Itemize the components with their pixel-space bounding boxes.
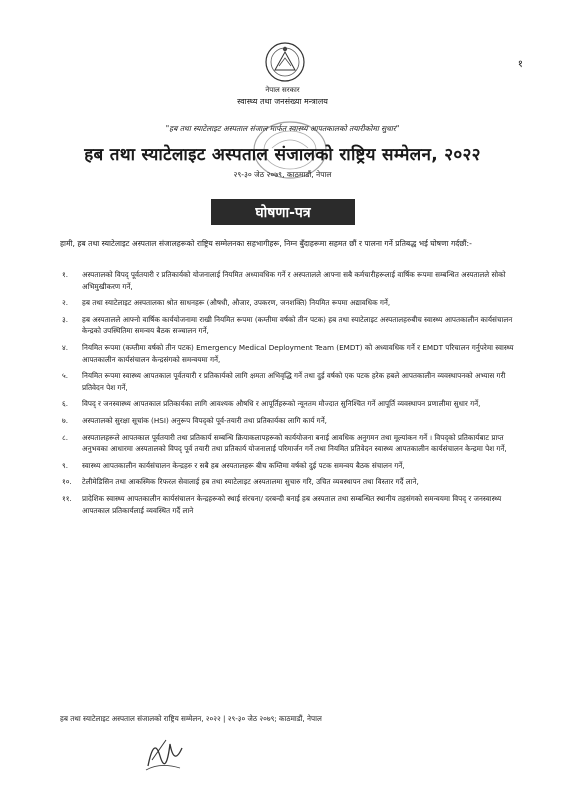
list-item-number: १०. (62, 477, 72, 487)
list-item-text: हब अस्पतालले आफ्नो वार्षिक कार्ययोजनामा राखी नियमित रूपमा (कम्तीमा वर्षको तीन पटक) हब तथा स्याटेलाइट अस्पतालहरुबीच स्वास्थ्य आपतकालीन कार्यसंचालन केन्द्रको उपस्थितिमा समन्वय बैठक सञ्चालन गर्ने, (82, 314, 513, 336)
conference-date-location: २९-३० जेठ २०७९, काठमाडौं, नेपाल (233, 170, 332, 179)
list-item-number: ७. (62, 415, 69, 425)
list-item (62, 297, 524, 309)
list-item-number: ३. (62, 314, 69, 324)
list-item-text: प्रादेशिक स्वास्थ्य आपतकालीन कार्यसंचालन केन्द्रहरूको स्थाई संरचना/ दरबन्दी बनाई हब अस्पताल तथा सम्बन्धित स्थानीय तहसंगको समन्वयमा विपद् र जनस्वास्थ्य आपतकाल प्रतिकार्यलाई व्यवस्थित गर्दै लाने (82, 493, 502, 515)
list-item-text: अस्पतालको विपद् पूर्वतयारी र प्रतिकार्यको योजनालाई नियमित अध्यावधिक गर्ने र अस्पतालले आफ्ना सबै कर्मचारीहरूलाई वार्षिक रूपमा सम्बन्धित अस्पतालले सोको अभिमुखीकरण गर्ने, (82, 270, 506, 291)
list-item (62, 476, 524, 488)
list-item-text: हब तथा स्याटेलाइट अस्पतालका श्रोत साधनहरू (औषधी, औजार, उपकरण, जनशक्ति) नियमित रूपमा अद्यावधिक गर्ने, (82, 298, 391, 308)
declaration-list (62, 269, 524, 521)
list-item (62, 314, 524, 337)
ministry-label: स्वास्थ्य तथा जनसंख्या मन्त्रालय (237, 97, 328, 106)
list-item (62, 432, 524, 455)
conference-tagline: "हब तथा स्याटेलाइट अस्पताल संजाल मार्फत स्वास्थ्य आपतकालको तयारीकोमा सुधार" (165, 124, 400, 133)
list-item-text: स्वास्थ्य आपतकालीन कार्यसंचालन केन्द्रहरु र सबै हब अस्पतालहरू बीच कम्तिमा वर्षको दुई पटक समन्वय बैठक संचालन गर्ने, (82, 460, 405, 470)
list-item-text: नियमित रूपमा स्वास्थ्य आपतकाल पूर्वतयारी र प्रतिकार्यको लागि क्षमता अभिवृद्धि गर्ने तथा दुई वर्षको एक पटक हरेक हबले आपतकालीन व्यवस्थापनको अभ्यास गरी प्रतिवेदन पेश गर्ने, (82, 371, 506, 392)
list-item-text: नियमित रूपमा (कम्तीमा वर्षको तीन पटक) Emergency Medical Deployment Team (EMDT) को अध्यावधिक गर्ने र EMDT परिचालन गर्नुपरेमा स्वास्थ्य आपतकालीन कार्यसंचालन केन्द्रसंगको समन्वयमा गर्ने, (82, 342, 514, 364)
list-item (62, 370, 524, 393)
list-item-text: टेलीमेडिसिन तथा आकस्मिक रिफरल सेवालाई हब तथा स्याटेलाइट अस्पतालमा सुचारु गरि, उचित व्यवस्थापन तथा विस्तार गर्दै लाने, (82, 477, 419, 487)
list-item-number: ५. (62, 371, 69, 381)
footer-conference-line: हब तथा स्याटेलाइट अस्पताल संजालको राष्ट्रिय सम्मेलन, २०२२ | २९-३० जेठ २०७९; काठमाडौं, नेपाल (60, 714, 322, 723)
list-item-text: अस्पतालको सुरक्षा सूचांक (HSI) अनुरूप विपद्को पूर्व-तयारी तथा प्रतिकार्यका लागि कार्य गर्ने, (82, 415, 327, 425)
list-item (62, 269, 524, 292)
nepal-emblem-icon (263, 40, 307, 84)
page-number: १ (517, 59, 523, 70)
list-item (62, 415, 524, 427)
list-item-number: ६. (62, 399, 69, 409)
list-item (62, 493, 524, 516)
list-item-text: अस्पतालहरूले आपतकाल पूर्वतयारी तथा प्रतिकार्य सम्बन्धि क्रियाकलापहरूको कार्ययोजना बनाई आवधिक अनुगमन तथा मूल्यांकन गर्ने । विपद्को प्रतिकार्यबाट प्राप्त अनुभवका आधारमा अस्पतालको विपद् पूर्व तयारी तथा प्रतिकार्य योजनालाई परिमार्जन गर्ने तथा नियमित प्रतिवेदन स्वास्थ्य आपतकालीन कार्यसंचालन केन्द्रमा पेश गर्ने, (82, 432, 507, 454)
list-item-number: ९. (62, 460, 69, 470)
conference-title: हब तथा स्याटेलाइट अस्पताल संजालको राष्ट्रिय सम्मेलन, २०२२ (84, 145, 481, 165)
list-item-text: विपद् र जनस्वास्थ्य आपतकाल प्रतिकार्यका लागि आवश्यक औषधि र आपूर्तिहरूको न्यूनतम मौज्दात सुनिश्चित गर्ने आपूर्ति व्यवस्थापन प्रणालीमा सुधार गर्ने, (82, 399, 481, 409)
list-item-number: ८. (62, 432, 69, 442)
list-item (62, 342, 524, 365)
list-item (62, 398, 524, 410)
handwritten-signature (140, 726, 190, 776)
list-item-number: २. (62, 298, 69, 308)
declaration-title (211, 199, 355, 225)
intro-paragraph: हामी, हब तथा स्याटेलाइट अस्पताल संजालहरूको राष्ट्रिय सम्मेलनका सहभागीहरू, निम्न बुँदाहरूमा सहमत छौं र पालना गर्ने प्रतिबद्ध भई घोषणा गर्दछौं:- (60, 239, 472, 248)
list-item-number: ११. (62, 493, 72, 503)
government-label: नेपाल सरकार (265, 86, 300, 94)
list-item-number: ४. (62, 342, 69, 352)
declaration-title-text: घोषणा-पत्र (255, 204, 311, 221)
list-item (62, 460, 524, 472)
list-item-number: १. (62, 270, 69, 279)
